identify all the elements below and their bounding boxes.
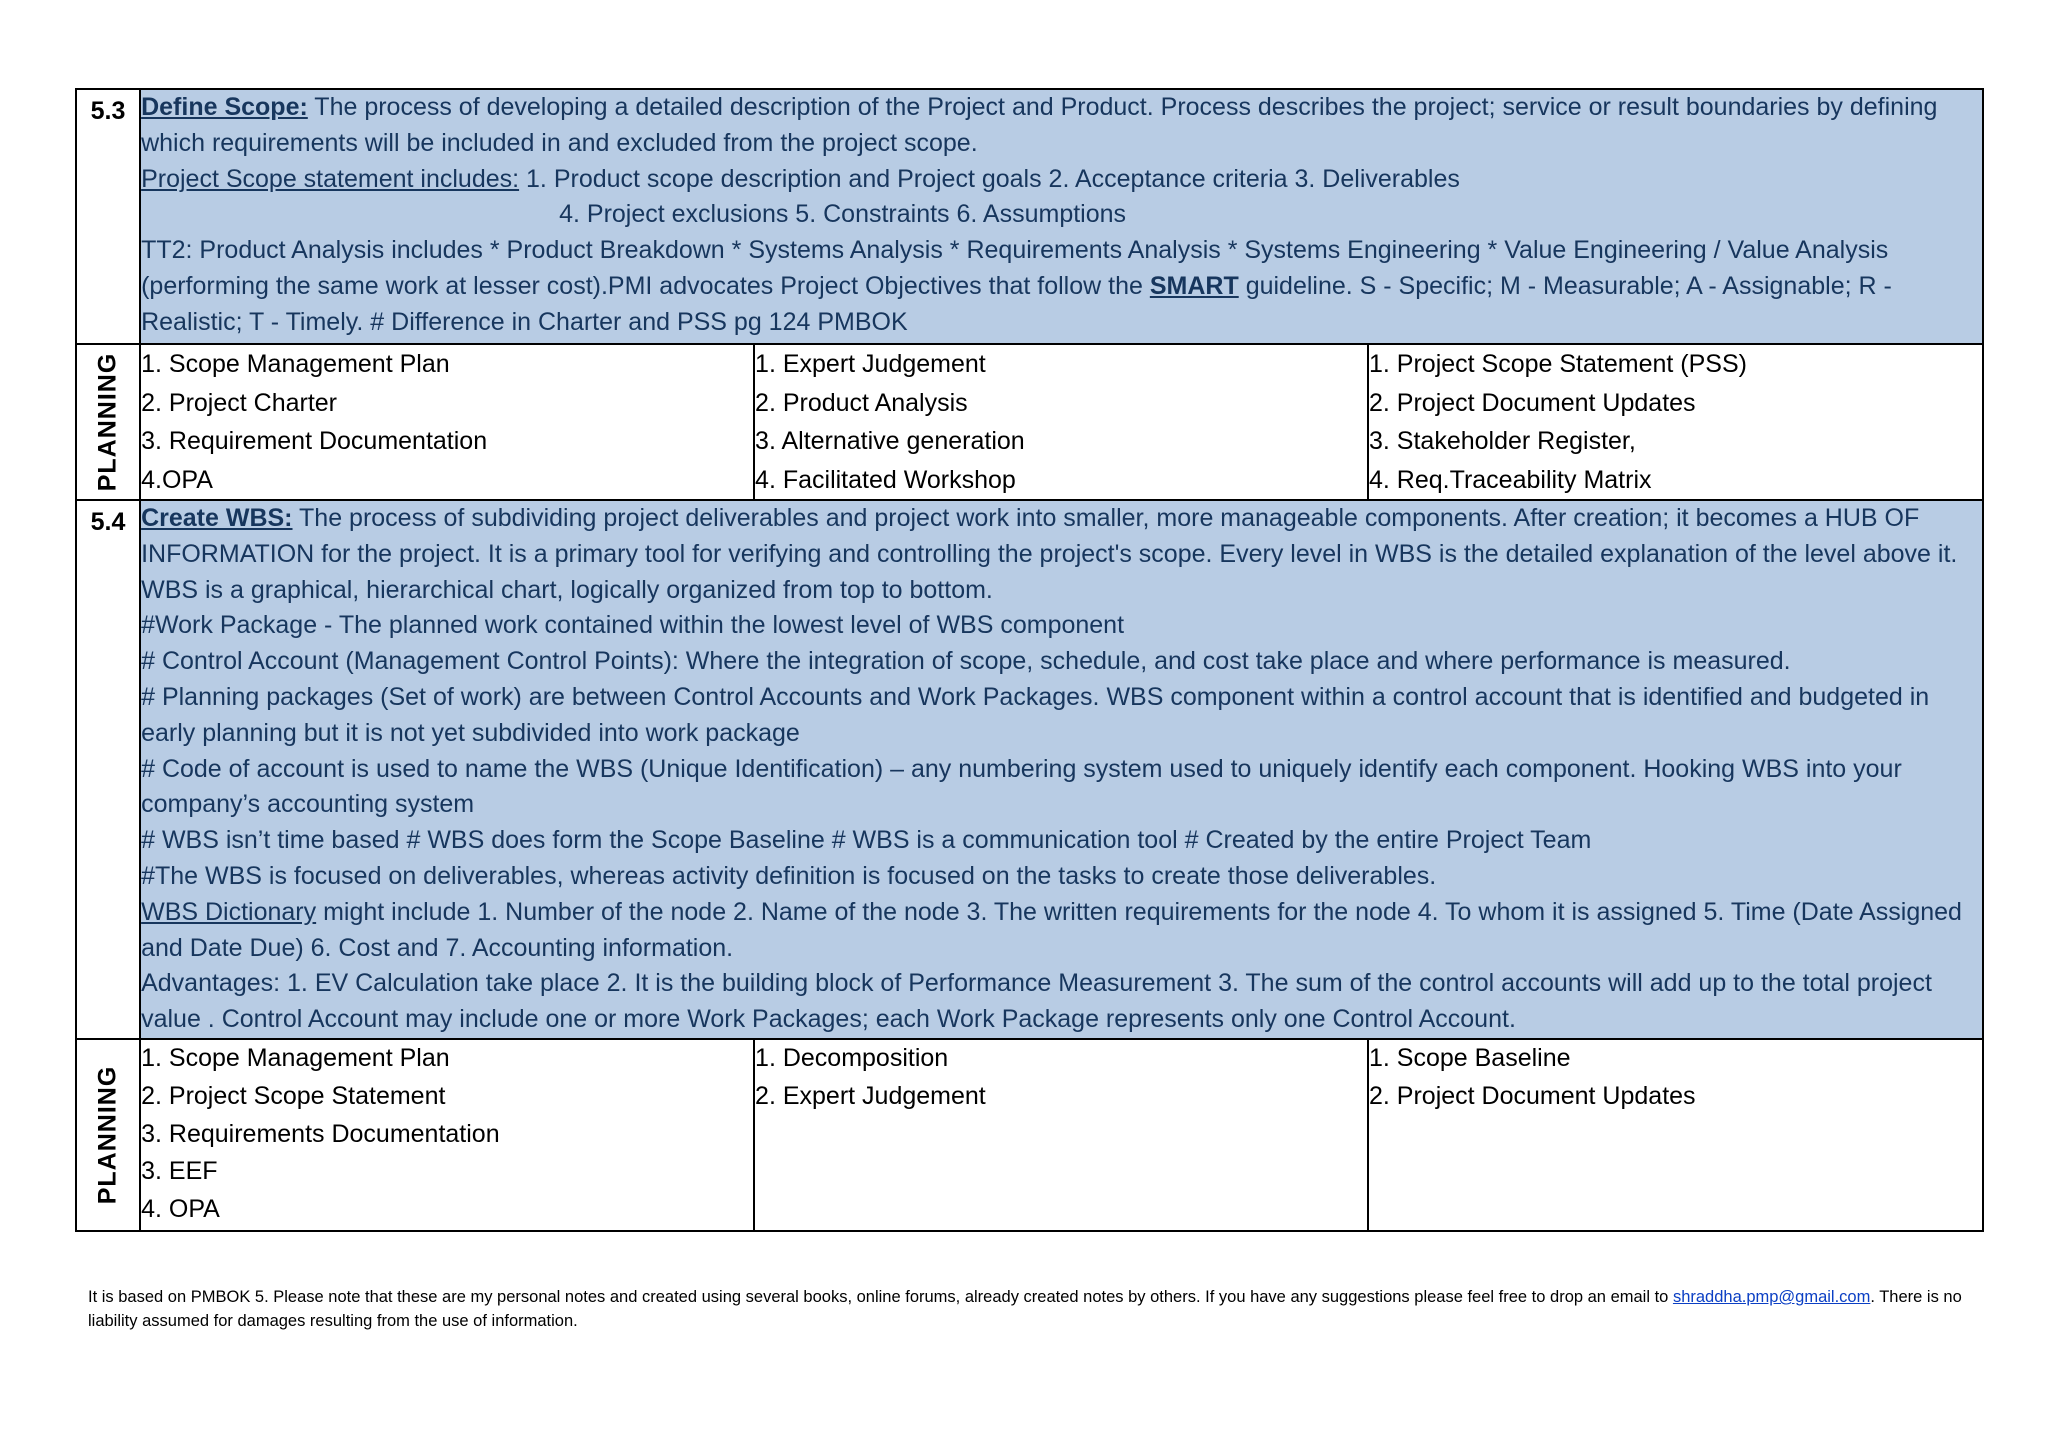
tools-cell bbox=[754, 344, 1368, 500]
create-wbs-io-row bbox=[76, 1039, 1983, 1231]
process-description bbox=[140, 89, 1983, 344]
wbs-note: # Planning packages (Set of work) are between Control Accounts and Work Packages. WBS component within a control account that is identified and budgeted in early planning but it is not yet subdivided into work package bbox=[141, 682, 1930, 747]
smart-term: SMART bbox=[1149, 271, 1239, 300]
footer-note bbox=[88, 1285, 1968, 1333]
list-item: 4. Facilitated Workshop bbox=[755, 465, 1016, 494]
process-number: 5.4 bbox=[90, 508, 126, 536]
smart-guideline-text: guideline. S - Specific; M - Measurable; A - Assignable; R - Realistic; T - Timely. # Difference in Charter and PSS pg 124 PMBOK bbox=[141, 271, 1892, 336]
tools-list bbox=[755, 1040, 1367, 1116]
wbs-dictionary-label: WBS Dictionary bbox=[141, 897, 317, 926]
process-group-cell bbox=[76, 1039, 140, 1231]
inputs-cell bbox=[140, 344, 754, 500]
wbs-note: #The WBS is focused on deliverables, whereas activity definition is focused on the tasks to create those deliverables. bbox=[141, 861, 1437, 890]
list-item: 2. Product Analysis bbox=[755, 388, 968, 417]
list-item: 1. Scope Management Plan bbox=[141, 1044, 450, 1072]
process-definition bbox=[141, 501, 1982, 608]
footer-text: It is based on PMBOK 5. Please note that these are my personal notes and created using several books, online forums, already created notes by others. If you have any suggestions please feel free to drop an email to bbox=[88, 1288, 1669, 1306]
outputs-list bbox=[1369, 345, 1982, 499]
outputs-list bbox=[1369, 1040, 1982, 1116]
inputs-list bbox=[141, 1040, 753, 1229]
process-definition-text: The process of developing a detailed description of the Project and Product. Process describes the project; service or result boundaries by defining which requirements will be included in and excluded from the project scope. bbox=[141, 93, 1938, 157]
list-item: 1. Project Scope Statement (PSS) bbox=[1369, 350, 1747, 378]
define-scope-description-row bbox=[76, 89, 1983, 344]
email-link[interactable]: shraddha.pmp@gmail.com bbox=[1672, 1288, 1871, 1306]
create-wbs-description-row bbox=[76, 500, 1983, 1039]
process-description bbox=[140, 500, 1983, 1039]
outputs-cell bbox=[1368, 344, 1983, 500]
wbs-note: # WBS isn’t time based # WBS does form the Scope Baseline # WBS is a communication tool # Created by the entire Project Team bbox=[141, 826, 1592, 855]
outputs-cell bbox=[1368, 1039, 1983, 1231]
scope-statement-label: Project Scope statement includes: bbox=[141, 164, 520, 193]
list-item: 3. Stakeholder Register, bbox=[1369, 427, 1636, 455]
footer-disclaimer: . There is no liability assumed for damages resulting from the use of information. bbox=[88, 1288, 1962, 1330]
process-group-label: PLANNING bbox=[93, 1065, 122, 1205]
list-item: 3. Alternative generation bbox=[755, 427, 1025, 455]
list-item: 2. Project Document Updates bbox=[1369, 1081, 1696, 1110]
advantages-note: Advantages: 1. EV Calculation take place 2. It is the building block of Performance Measurement 3. The sum of the control accounts will add up to the total project value . Control Account may include one or more Work Packages; each Work Package represents only one Control Account. bbox=[141, 969, 1932, 1034]
wbs-note: #Work Package - The planned work contained within the lowest level of WBS component bbox=[141, 611, 1125, 640]
wbs-dictionary-note bbox=[141, 895, 1982, 967]
wbs-dictionary-text: might include 1. Number of the node 2. Name of the node 3. The written requirements for the node 4. To whom it is assigned 5. Time (Date Assigned and Date Due) 6. Cost and 7. Accounting information. bbox=[141, 897, 1962, 962]
process-heading: Create WBS: bbox=[141, 504, 293, 532]
process-group-cell bbox=[76, 344, 140, 500]
list-item: 1. Scope Management Plan bbox=[141, 350, 450, 378]
list-item: 1. Decomposition bbox=[755, 1044, 949, 1072]
process-group-label: PLANNING bbox=[93, 352, 122, 492]
pmbok-notes-table bbox=[75, 88, 1984, 1232]
inputs-cell bbox=[140, 1039, 754, 1231]
wbs-note: # Code of account is used to name the WBS (Unique Identification) – any numbering system used to uniquely identify each component. Hooking WBS into your company’s accounting system bbox=[141, 754, 1902, 819]
list-item: 1. Scope Baseline bbox=[1369, 1044, 1571, 1072]
scope-statement-line bbox=[141, 162, 1982, 198]
list-item: 3. Requirements Documentation bbox=[141, 1119, 500, 1148]
tools-list bbox=[755, 345, 1367, 499]
list-item: 4.OPA bbox=[141, 465, 213, 494]
scope-statement-items-continued: 4. Project exclusions 5. Constraints 6. Assumptions bbox=[559, 200, 1127, 229]
wbs-note: # Control Account (Management Control Points): Where the integration of scope, schedule, and cost take place and where performance is measured. bbox=[141, 647, 1791, 676]
tools-cell bbox=[754, 1039, 1368, 1231]
list-item: 1. Expert Judgement bbox=[755, 350, 986, 378]
list-item: 3. EEF bbox=[141, 1157, 218, 1186]
process-definition-text: The process of subdividing project deliverables and project work into smaller, more manageable components. After creation; it becomes a HUB OF INFORMATION for the project. It is a primary tool for verifying and controlling the project's scope. Every level in WBS is the detailed explanation of the level above it. WBS is a graphical, hierarchical chart, logically organized from top to bottom. bbox=[141, 504, 1958, 604]
list-item: 4. OPA bbox=[141, 1195, 220, 1224]
process-number-cell bbox=[76, 89, 140, 344]
list-item: 2. Project Document Updates bbox=[1369, 388, 1696, 417]
process-heading: Define Scope: bbox=[141, 93, 308, 121]
inputs-list bbox=[141, 345, 753, 499]
list-item: 2. Project Scope Statement bbox=[141, 1081, 446, 1110]
scope-statement-items: 1. Product scope description and Project goals 2. Acceptance criteria 3. Deliverables bbox=[526, 164, 1460, 193]
process-number: 5.3 bbox=[90, 97, 126, 125]
define-scope-io-row bbox=[76, 344, 1983, 500]
list-item: 4. Req.Traceability Matrix bbox=[1369, 465, 1652, 494]
process-definition bbox=[141, 90, 1982, 162]
process-number-cell bbox=[76, 500, 140, 1039]
list-item: 2. Project Charter bbox=[141, 388, 338, 417]
list-item: 3. Requirement Documentation bbox=[141, 427, 488, 455]
product-analysis-note bbox=[141, 233, 1982, 340]
product-analysis-text: TT2: Product Analysis includes * Product Breakdown * Systems Analysis * Requirements Analysis * Systems Engineering * Value Engineering / Value Analysis (performing the same work at lesser cost).PMI advocates Project Objectives that follow the bbox=[141, 236, 1889, 300]
list-item: 2. Expert Judgement bbox=[755, 1081, 986, 1110]
